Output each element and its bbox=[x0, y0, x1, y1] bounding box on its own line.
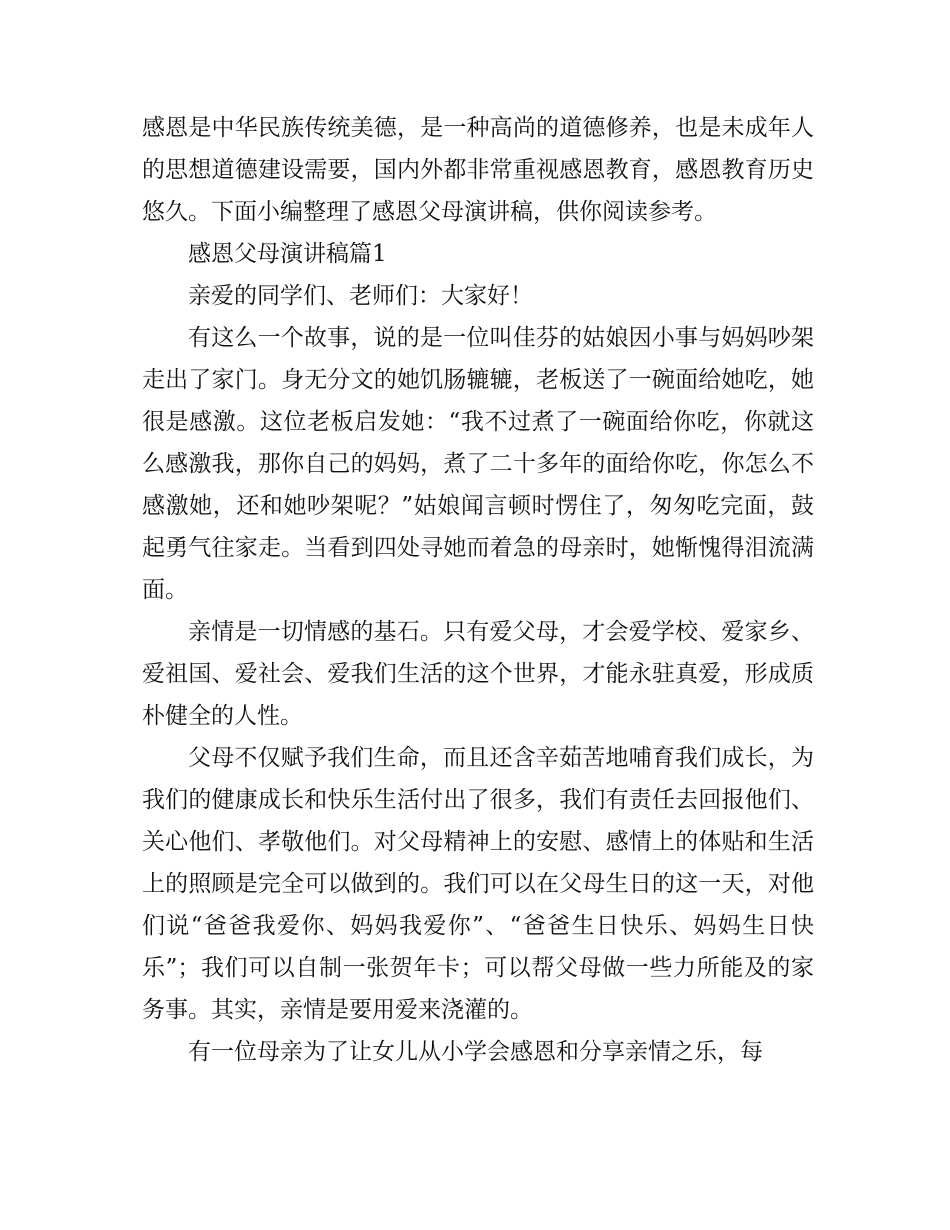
parents-paragraph: 父母不仅赋予我们生命，而且还含辛茹苦地哺育我们成长，为我们的健康成长和快乐生活付出了很多，我们有责任去回报他们、关心他们、孝敬他们。对父母精神上的安慰、感情上的体贴和生活上的照顾是完全可以做到的。我们可以在父母生日的这一天，对他们说“爸爸我爱你、妈妈我爱你”、“爸爸生日快乐、妈妈生日快乐”；我们可以自制一张贺年卡；可以帮父母做一些力所能及的家务事。其实，亲情是要用爱来浇灌的。 bbox=[142, 745, 814, 1023]
mother-paragraph: 有一位母亲为了让女儿从小学会感恩和分享亲情之乐，每 bbox=[188, 1039, 763, 1065]
story-paragraph: 有这么一个故事，说的是一位叫佳芬的姑娘因小事与妈妈吵架走出了家门。身无分文的她饥肠辘辘，老板送了一碗面给她吃，她很是感激。这位老板启发她：“我不过煮了一碗面给你吃，你就这么感激我，那你自己的妈妈，煮了二十多年的面给你吃，你怎么不感激她，还和她吵架呢？”姑娘闻言顿时愣住了，匆匆吃完面，鼓起勇气往家走。当看到四处寻她而着急的母亲时，她惭愧得泪流满面。 bbox=[142, 325, 814, 603]
intro-paragraph: 感恩是中华民族传统美德，是一种高尚的道德修养，也是未成年人的思想道德建设需要，国内外都非常重视感恩教育，感恩教育历史悠久。下面小编整理了感恩父母演讲稿，供你阅读参考。 bbox=[142, 115, 814, 225]
family-love-paragraph: 亲情是一切情感的基石。只有爱父母，才会爱学校、爱家乡、爱祖国、爱社会、爱我们生活的这个世界，才能永驻真爱，形成质朴健全的人性。 bbox=[142, 619, 814, 729]
greeting-paragraph: 亲爱的同学们、老师们：大家好！ bbox=[188, 283, 533, 309]
section-heading: 感恩父母演讲稿篇1 bbox=[188, 241, 387, 267]
document-page bbox=[142, 107, 814, 1073]
